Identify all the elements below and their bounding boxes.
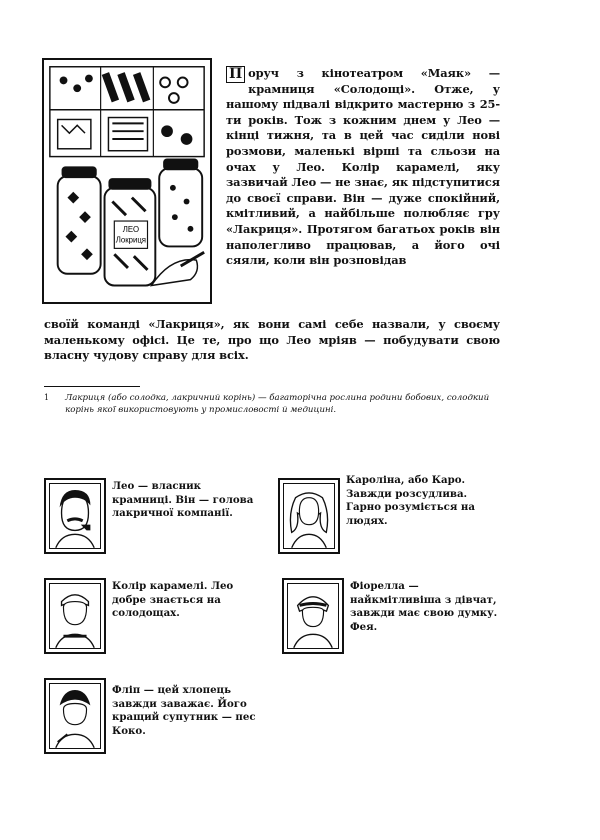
story-text-top: оруч з кінотеатром «Маяк» — крамниця «Солодощі». Отже, у нашому підвалі відкрито мастерню з 25-ти років. Тож з кожним днем у Лео — кінці тижня, та в цей час сиділи нові розмови, маленькі вірші та сльози на очах у Лео. Колір карамелі, яку зазвичай Лео — не знає, як підступитися до своєї справи. Він — дуже спокійний, кмітливий, а найбільше полюбляє гру «Лакриця». Протягом багатьох років він наполегливо працював, а його очі сяяли, коли він розповідав xyxy=(226,66,500,268)
portrait-customer xyxy=(44,578,106,654)
footnote xyxy=(44,392,500,416)
character-customer-text: Колір карамелі. Лео добре знається на солодощах. xyxy=(112,580,234,620)
portrait-flip xyxy=(44,678,106,754)
story-paragraph-top xyxy=(226,66,500,269)
portrait-fiorella xyxy=(282,578,344,654)
footnote-text: Лакриця (або солодка, лакричний корінь) — багаторічна рослина родини бобових, солодкий корінь якої використовують у промисловості й медицині. xyxy=(65,393,490,415)
shop-illustration xyxy=(42,58,212,304)
footnote-divider xyxy=(44,386,140,387)
portrait-leo xyxy=(44,478,106,554)
portrait-karo xyxy=(278,478,340,554)
character-leo-text: Лео — власник крамниці. Він — голова лакричної компанії. xyxy=(112,480,254,520)
footnote-marker: 1 xyxy=(44,393,50,402)
drop-cap: П xyxy=(226,66,245,83)
story-paragraph-wide: своїй команді «Лакриця», як вони самі себе назвали, у своєму маленькому офісі. Це те, про що Лео мріяв — побудувати свою власну чудову справу для всіх. xyxy=(44,317,500,363)
character-flip-text: Фліп — цей хлопець завжди заважає. Його кращий супутник — пес Коко. xyxy=(112,684,256,737)
jar-label-line2: Локриця xyxy=(115,235,147,245)
character-karo-text: Кароліна, або Каро. Завжди розсудлива. Гарно розуміється на людях. xyxy=(346,474,475,527)
jar-label-line1: ЛЕО xyxy=(122,224,140,234)
character-fiorella-text: Фіорелла — найкмітливіша з дівчат, завжди має свою думку. Фея. xyxy=(350,580,498,633)
